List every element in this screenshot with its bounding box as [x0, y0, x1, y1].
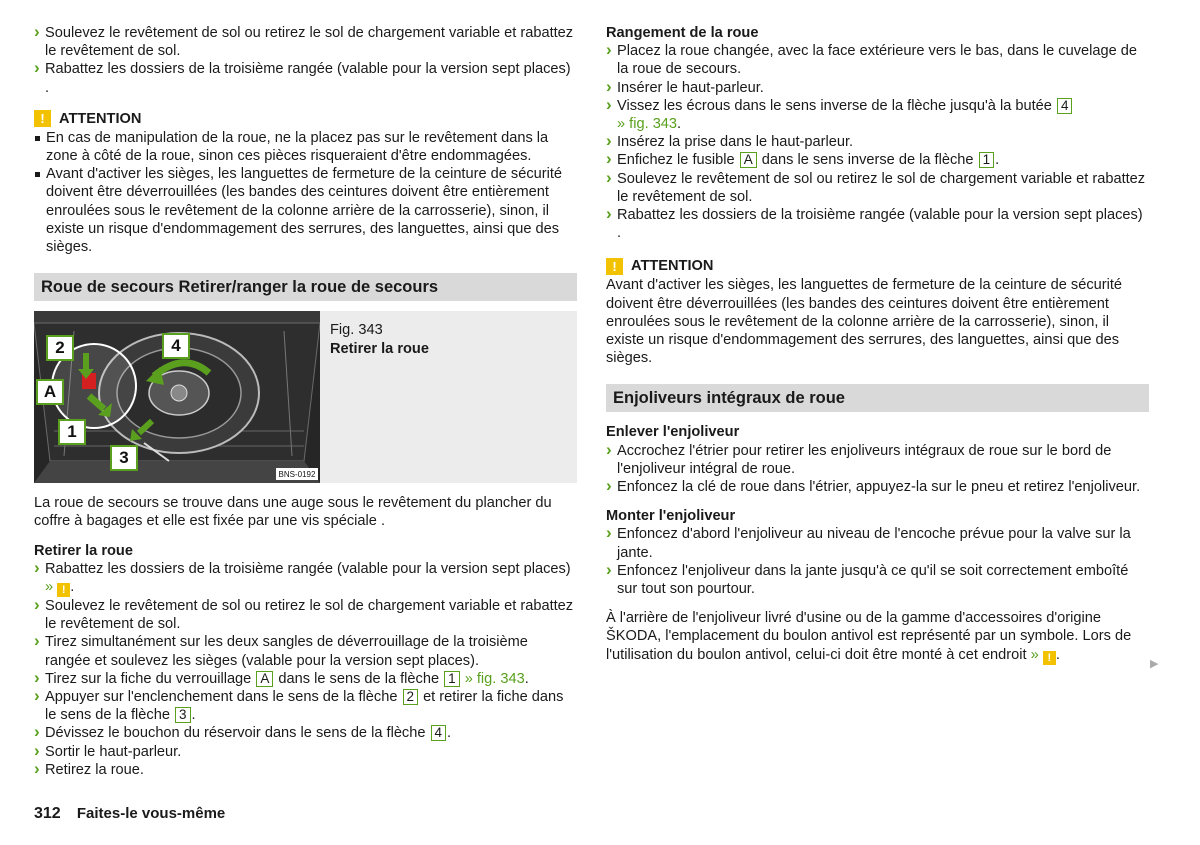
callout-box: 2 — [403, 689, 419, 705]
continue-arrow-icon: ▶ — [1150, 658, 1159, 670]
figure-number: Fig. 343 — [330, 322, 383, 339]
callout-box: 1 — [979, 152, 995, 168]
figure-label-1: 1 — [58, 419, 86, 445]
list-item: › Placez la roue changée, avec la face extérieure vers le bas, dans le cuvelage de la roue de secours. — [606, 42, 1149, 78]
cross-ref-link[interactable]: » — [1030, 646, 1039, 663]
cross-ref-link[interactable]: » — [45, 579, 54, 596]
list-item: › Soulevez le revêtement de sol ou retirez le sol de chargement variable et rabattez le revêtement de sol. — [34, 24, 577, 60]
list-item: › Appuyer sur l'enclenchement dans le sens de la flèche 2 et retirer la fiche dans le sens de la flèche 3 . — [34, 688, 577, 724]
list-item: › Retirez la roue. — [34, 761, 577, 779]
subheading-mount-cover: Monter l'enjoliveur — [606, 508, 736, 525]
list-item: › Rabattez les dossiers de la troisième rangée (valable pour la version sept places) » ! . — [34, 560, 577, 597]
figure-label-2: 2 — [46, 335, 74, 361]
warning-triangle-icon: ! — [34, 110, 51, 127]
subheading-remove-cover: Enlever l'enjoliveur — [606, 424, 740, 441]
list-item: › Tirez simultanément sur les deux sangles de déverrouillage de la troisième rangée et soulevez les sièges (valable pour la version sept places). — [34, 633, 577, 669]
right-column — [606, 24, 1149, 665]
subheading-store-wheel: Rangement de la roue — [606, 25, 759, 41]
section-header: Roue de secours Retirer/ranger la roue de secours — [34, 273, 577, 301]
list-item: › Vissez les écrous dans le sens inverse de la flèche jusqu'à la butée 4 » fig. 343. — [606, 97, 1149, 133]
list-item: › Rabattez les dossiers de la troisième rangée (valable pour la version sept places) . — [606, 206, 1149, 242]
list-item: › Tirez sur la fiche du verrouillage A dans le sens de la flèche 1 » fig. 343. — [34, 670, 577, 688]
callout-box: 3 — [175, 707, 191, 723]
warning-triangle-icon: ! — [1043, 651, 1056, 665]
subheading-remove-wheel: Retirer la roue — [34, 542, 133, 559]
list-item: › Rabattez les dossiers de la troisième rangée (valable pour la version sept places) . — [34, 60, 577, 96]
list-item: › Sortir le haut-parleur. — [34, 743, 577, 761]
list-item: › Enfoncez d'abord l'enjoliveur au niveau de l'encoche prévue pour la valve sur la jante. — [606, 525, 1149, 561]
figure-caption: Retirer la roue — [330, 340, 429, 357]
attention-heading — [34, 109, 577, 129]
figure-label-A: A — [36, 379, 64, 405]
callout-box: 4 — [431, 725, 447, 741]
list-item: › Accrochez l'étrier pour retirer les enjoliveurs intégraux de roue sur le bord de l'enjoliveur intégral de roue. — [606, 442, 1149, 478]
warning-triangle-icon: ! — [606, 258, 623, 275]
footer-section-title: Faites-le vous-même — [76, 805, 226, 822]
figure-caption-box — [320, 311, 577, 483]
list-item: › Soulevez le revêtement de sol ou retirez le sol de chargement variable et rabattez le revêtement de sol. — [606, 170, 1149, 206]
callout-box: A — [256, 671, 273, 687]
left-column — [34, 24, 577, 779]
page-number: 312 — [34, 805, 61, 822]
intro-paragraph: La roue de secours se trouve dans une auge sous le revêtement du plancher du coffre à bagages et elle est fixée par une vis spéciale . — [34, 495, 552, 530]
figure-code: BNS-0192 — [278, 470, 316, 480]
list-item: › Insérer le haut-parleur. — [606, 79, 1149, 97]
final-paragraph: À l'arrière de l'enjoliveur livré d'usine ou de la gamme d'accessoires d'origine ŠKODA, l'emplacement du boulon antivol est représenté par un symbole. Lors de l'utilisation du boulon antivol, celui-ci doit être monté à cet endroit » ! . — [606, 610, 1132, 664]
cross-ref-link[interactable]: » fig. 343 — [617, 116, 678, 133]
page-footer — [34, 805, 225, 823]
callout-box: 4 — [1057, 98, 1073, 114]
attention-title: ATTENTION — [59, 110, 142, 127]
callout-box: 1 — [444, 671, 460, 687]
cross-ref-link[interactable]: » fig. 343 — [464, 670, 525, 687]
list-item: › Dévissez le bouchon du réservoir dans le sens de la flèche 4 . — [34, 724, 577, 742]
figure-label-3: 3 — [110, 445, 138, 471]
figure-image — [34, 311, 320, 483]
list-item: › Enfichez le fusible A dans le sens inverse de la flèche 1 . — [606, 151, 1149, 169]
figure-343 — [34, 311, 577, 483]
attention-bullet: En cas de manipulation de la roue, ne la placez pas sur le revêtement dans la zone à côté de la roue, sinon ces pièces risqueraient d'être endommagées. — [34, 129, 577, 165]
list-item: › Soulevez le revêtement de sol ou retirez le sol de chargement variable et rabattez le revêtement de sol. — [34, 597, 577, 633]
attention-title: ATTENTION — [631, 258, 714, 275]
attention-heading — [606, 256, 1149, 276]
attention-text: Avant d'activer les sièges, les languettes de fermeture de la ceinture de sécurité doivent être déverrouillées (les bandes des ceintures doivent être entièrement enroulées sous le revêtement de la colonne arrière de la carrosserie), sinon, il existe un risque d'endommagement des serrures, des languettes, ainsi que des sièges. — [606, 277, 1123, 367]
warning-triangle-icon: ! — [57, 583, 70, 597]
callout-box: A — [740, 152, 757, 168]
list-item: › Enfoncez l'enjoliveur dans la jante jusqu'à ce qu'il se soit correctement emboîté sur tout son pourtour. — [606, 562, 1149, 598]
section-header: Enjoliveurs intégraux de roue — [606, 384, 1149, 412]
list-item: › Enfoncez la clé de roue dans l'étrier, appuyez-la sur le pneu et retirez l'enjoliveur. — [606, 478, 1149, 496]
attention-bullet: Avant d'activer les sièges, les languettes de fermeture de la ceinture de sécurité doivent être déverrouillées (les bandes des ceintures doivent être entièrement enroulées sous le revêtement de la colonne arrière de la carrosserie), sinon, il existe un risque d'endommagement des serrures, des languettes, ainsi que des sièges. — [34, 165, 577, 256]
list-item: › Insérez la prise dans le haut-parleur. — [606, 133, 1149, 151]
figure-label-4: 4 — [162, 333, 190, 359]
